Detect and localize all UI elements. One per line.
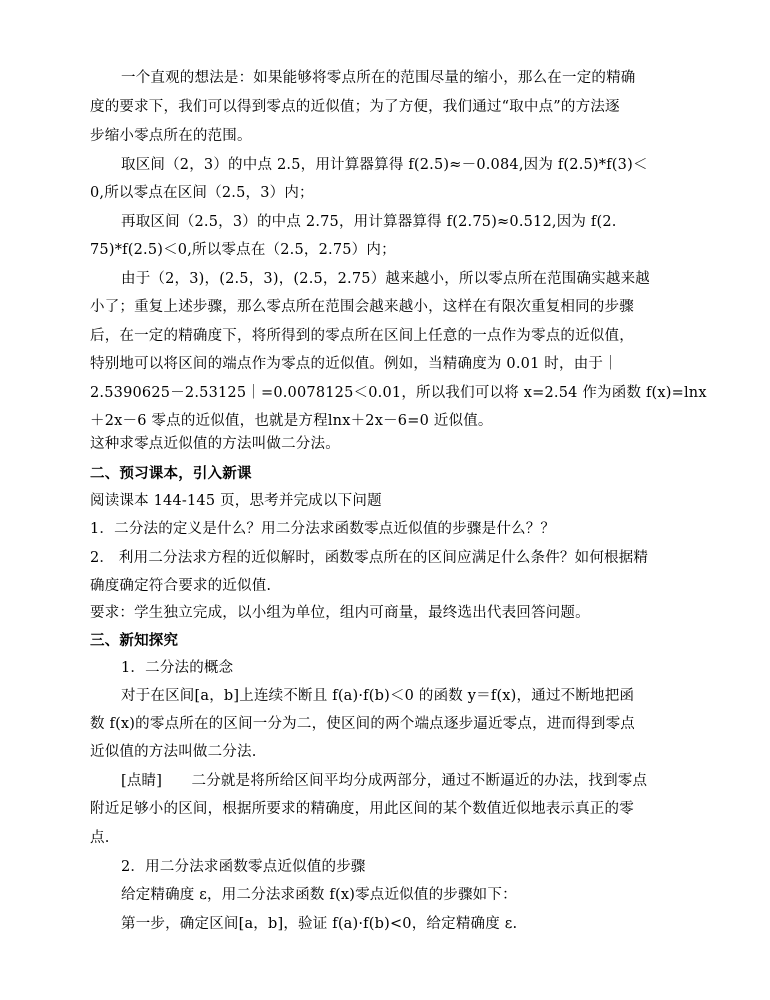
subsection-heading: 1．二分法的概念 xyxy=(121,660,234,676)
paragraph-line: 步缩小零点所在的范围。 xyxy=(90,128,252,144)
paragraph-line: 由于（2，3)，(2.5，3)，(2.5，2.75）越来越小，所以零点所在范围确实越来越 xyxy=(121,271,651,287)
paragraph-line: 一个直观的想法是：如果能够将零点所在的范围尽量的缩小，那么在一定的精确 xyxy=(121,70,636,86)
paragraph-line: 0,所以零点在区间（2.5，3）内； xyxy=(90,185,314,201)
paragraph-line: 再取区间（2.5，3）的中点 2.75，用计算器算得 f(2.75)≈0.512,因为 f(2. xyxy=(121,214,617,230)
paragraph-line: 数 f(x)的零点所在的区间一分为二，使区间的两个端点逐步逼近零点，进而得到零点 xyxy=(90,716,635,732)
list-item: 2． 利用二分法求方程的近似解时，函数零点所在的区间应满足什么条件？如何根据精 xyxy=(90,550,649,566)
section-heading: 二、预习课本，引入新课 xyxy=(90,465,252,482)
list-item: 1．二分法的定义是什么？用二分法求函数零点近似值的步骤是什么？？ xyxy=(90,521,556,537)
paragraph-line: 这种求零点近似值的方法叫做二分法。 xyxy=(90,436,340,452)
paragraph-line: 度的要求下，我们可以得到零点的近似值；为了方便，我们通过“取中点”的方法逐 xyxy=(90,99,620,115)
paragraph-line: 附近足够小的区间，根据所要求的精确度，用此区间的某个数值近似地表示真正的零 xyxy=(90,801,634,817)
paragraph-line: [点睛] 二分就是将所给区间平均分成两部分，通过不断逼近的办法，找到零点 xyxy=(121,773,648,789)
paragraph-line: 75)*f(2.5)＜0,所以零点在（2.5，2.75）内； xyxy=(90,242,396,258)
paragraph-line: 对于在区间[a，b]上连续不断且 f(a)·f(b)＜0 的函数 y＝f(x)，通过不断地把函 xyxy=(121,688,635,704)
paragraph-line: 近似值的方法叫做二分法. xyxy=(90,744,257,760)
paragraph-line: 点. xyxy=(90,830,110,846)
subsection-heading: 2．用二分法求函数零点近似值的步骤 xyxy=(121,859,366,875)
paragraph-line: 2.5390625－2.53125｜=0.0078125＜0.01，所以我们可以将 x=2.54 作为函数 f(x)=lnx xyxy=(90,385,707,401)
paragraph-line: 第一步，确定区间[a，b]，验证 f(a)·f(b)<0，给定精确度 ε. xyxy=(121,916,518,932)
paragraph-line: ＋2x－6 零点的近似值，也就是方程lnx＋2x－6=0 近似值。 xyxy=(90,413,493,429)
section-heading: 三、新知探究 xyxy=(90,632,179,649)
paragraph-line: 给定精确度 ε，用二分法求函数 f(x)零点近似值的步骤如下： xyxy=(121,887,517,903)
paragraph-line: 阅读课本 144-145 页，思考并完成以下问题 xyxy=(90,493,382,509)
paragraph-line: 小了；重复上述步骤，那么零点所在范围会越来越小，这样在有限次重复相同的步骤 xyxy=(90,299,634,315)
paragraph-line: 取区间（2，3）的中点 2.5，用计算器算得 f(2.5)≈－0.084,因为 f(2.5)*f(3)＜ xyxy=(121,157,648,173)
paragraph-line: 要求：学生独立完成，以小组为单位，组内可商量，最终选出代表回答问题。 xyxy=(90,605,590,621)
paragraph-line: 确度确定符合要求的近似值. xyxy=(90,578,272,594)
paragraph-line: 后，在一定的精确度下，将所得到的零点所在区间上任意的一点作为零点的近似值， xyxy=(90,328,634,344)
paragraph-line: 特别地可以将区间的端点作为零点的近似值。例如，当精确度为 0.01 时，由于｜ xyxy=(90,356,618,372)
